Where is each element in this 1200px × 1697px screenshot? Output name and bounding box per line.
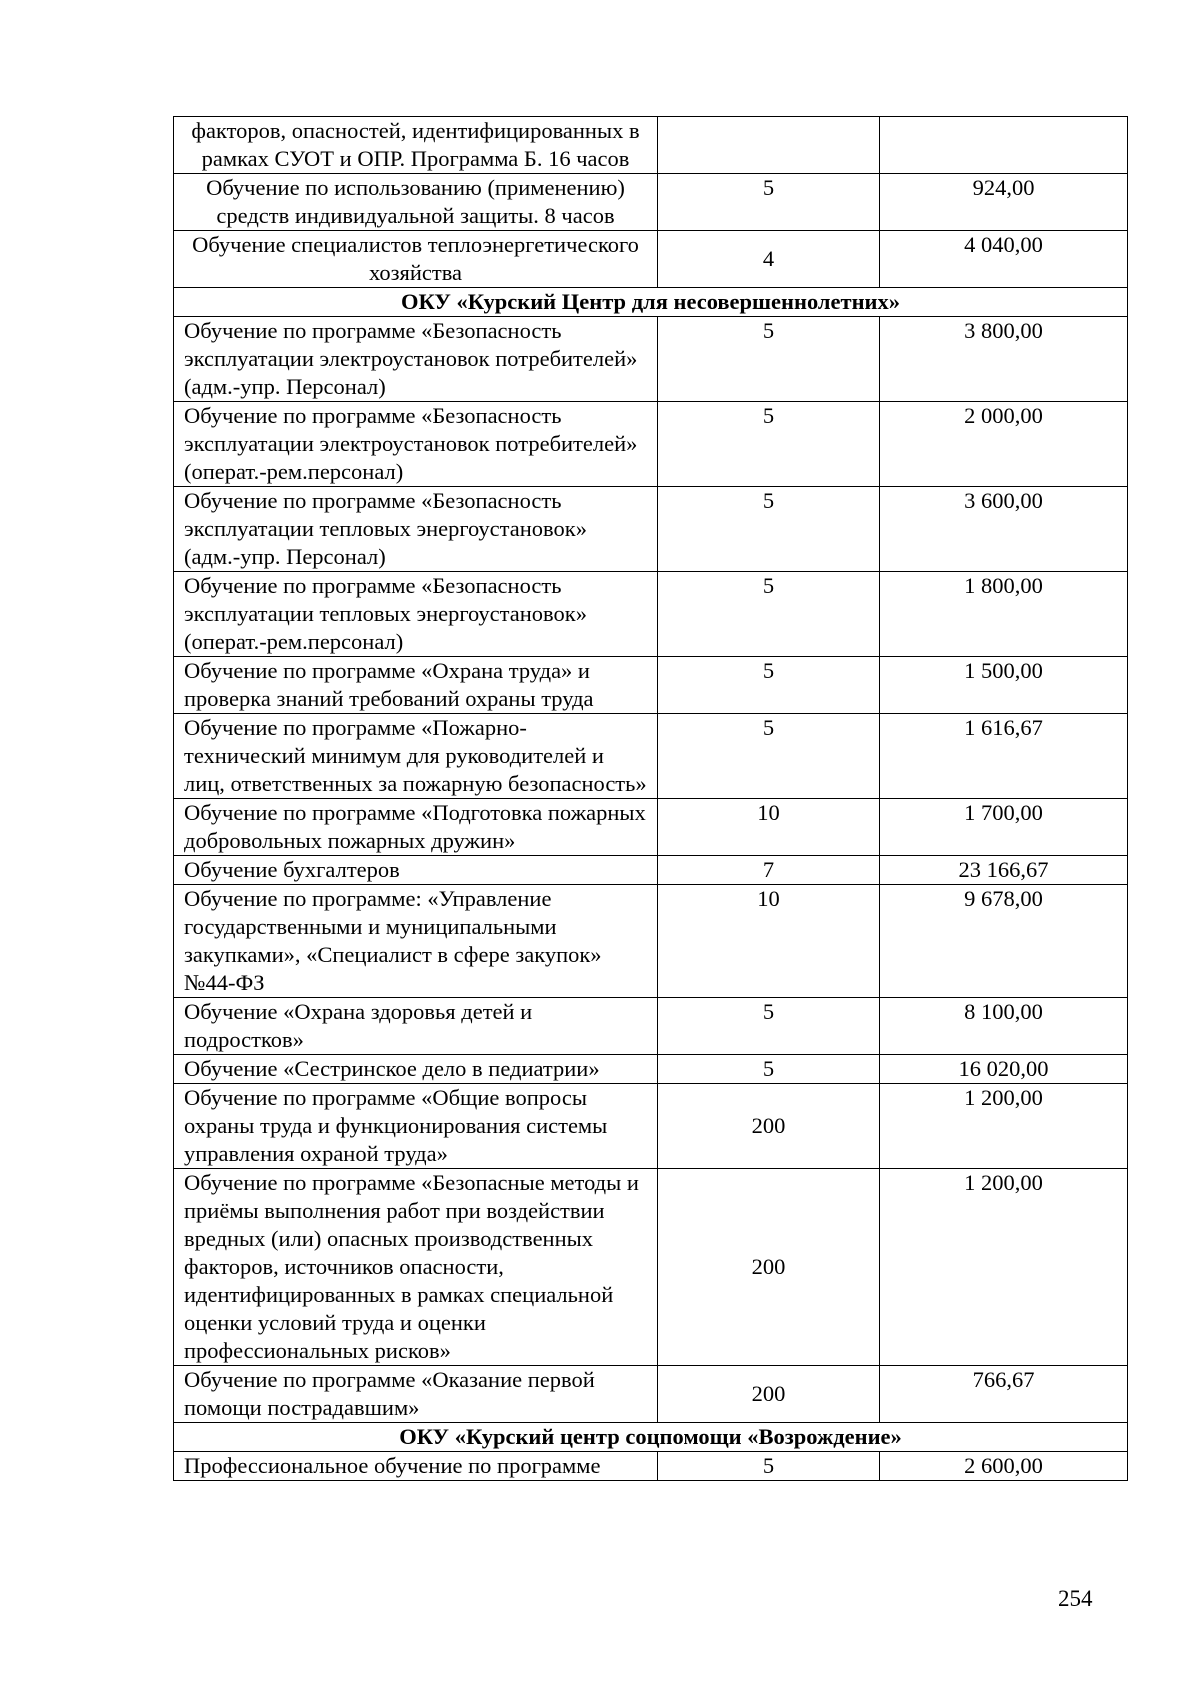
item-quantity: 200 bbox=[658, 1366, 880, 1423]
item-name: Обучение по программе «Подготовка пожарных добровольных пожарных дружин» bbox=[174, 799, 658, 856]
item-cost: 766,67 bbox=[880, 1366, 1128, 1423]
item-quantity: 5 bbox=[658, 317, 880, 402]
table-row bbox=[174, 487, 1128, 572]
item-quantity: 5 bbox=[658, 998, 880, 1055]
item-name: факторов, опасностей, идентифицированных в рамках СУОТ и ОПР. Программа Б. 16 часов bbox=[174, 117, 658, 174]
table-row bbox=[174, 231, 1128, 288]
item-cost: 4 040,00 bbox=[880, 231, 1128, 288]
item-quantity: 5 bbox=[658, 1452, 880, 1481]
item-name: Обучение по программе: «Управление государственными и муниципальными закупками», «Специалист в сфере закупок» №44-ФЗ bbox=[174, 885, 658, 998]
table-row bbox=[174, 1055, 1128, 1084]
table-row bbox=[174, 657, 1128, 714]
item-quantity bbox=[658, 117, 880, 174]
item-name: Обучение по программе «Охрана труда» и проверка знаний требований охраны труда bbox=[174, 657, 658, 714]
table-row bbox=[174, 174, 1128, 231]
item-name: Обучение специалистов теплоэнергетического хозяйства bbox=[174, 231, 658, 288]
item-quantity: 5 bbox=[658, 487, 880, 572]
item-cost: 2 000,00 bbox=[880, 402, 1128, 487]
item-cost: 924,00 bbox=[880, 174, 1128, 231]
item-quantity: 200 bbox=[658, 1084, 880, 1169]
item-name: Обучение по программе «Безопасные методы и приёмы выполнения работ при воздействии вредных (или) опасных производственных факторов, источников опасности, идентифицированных в рамках специальной оценки условий труда и оценки профессиональных рисков» bbox=[174, 1169, 658, 1366]
table-row bbox=[174, 1169, 1128, 1366]
item-name: Обучение по использованию (применению) средств индивидуальной защиты. 8 часов bbox=[174, 174, 658, 231]
table-row bbox=[174, 799, 1128, 856]
item-cost: 2 600,00 bbox=[880, 1452, 1128, 1481]
item-quantity: 7 bbox=[658, 856, 880, 885]
item-cost: 3 800,00 bbox=[880, 317, 1128, 402]
item-cost: 1 200,00 bbox=[880, 1084, 1128, 1169]
item-cost: 16 020,00 bbox=[880, 1055, 1128, 1084]
table-row bbox=[174, 1084, 1128, 1169]
item-cost: 23 166,67 bbox=[880, 856, 1128, 885]
table-row bbox=[174, 402, 1128, 487]
item-cost: 8 100,00 bbox=[880, 998, 1128, 1055]
item-name: Обучение «Охрана здоровья детей и подростков» bbox=[174, 998, 658, 1055]
item-name: Обучение «Сестринское дело в педиатрии» bbox=[174, 1055, 658, 1084]
item-cost: 1 800,00 bbox=[880, 572, 1128, 657]
item-quantity: 5 bbox=[658, 174, 880, 231]
item-quantity: 10 bbox=[658, 799, 880, 856]
page-number: 254 bbox=[1058, 1586, 1093, 1611]
table-row bbox=[174, 856, 1128, 885]
table-row bbox=[174, 572, 1128, 657]
item-name: Обучение по программе «Безопасность эксплуатации тепловых энергоустановок» (адм.-упр. Персонал) bbox=[174, 487, 658, 572]
section-header-row bbox=[174, 1423, 1128, 1452]
document-table bbox=[173, 116, 1128, 1481]
item-name: Профессиональное обучение по программе bbox=[174, 1452, 658, 1481]
item-quantity: 5 bbox=[658, 1055, 880, 1084]
section-header-row bbox=[174, 288, 1128, 317]
section-title: ОКУ «Курский центр соцпомощи «Возрождение» bbox=[174, 1423, 1128, 1452]
item-quantity: 200 bbox=[658, 1169, 880, 1366]
table-row bbox=[174, 998, 1128, 1055]
item-cost: 1 700,00 bbox=[880, 799, 1128, 856]
item-name: Обучение по программе «Оказание первой помощи пострадавшим» bbox=[174, 1366, 658, 1423]
item-cost bbox=[880, 117, 1128, 174]
item-quantity: 5 bbox=[658, 714, 880, 799]
item-name: Обучение по программе «Общие вопросы охраны труда и функционирования системы управления охраной труда» bbox=[174, 1084, 658, 1169]
table-row bbox=[174, 1366, 1128, 1423]
table-row bbox=[174, 117, 1128, 174]
item-quantity: 5 bbox=[658, 402, 880, 487]
table-row bbox=[174, 885, 1128, 998]
item-cost: 1 616,67 bbox=[880, 714, 1128, 799]
table-row bbox=[174, 714, 1128, 799]
table-row bbox=[174, 1452, 1128, 1481]
table-row bbox=[174, 317, 1128, 402]
item-quantity: 4 bbox=[658, 231, 880, 288]
section-title: ОКУ «Курский Центр для несовершеннолетних» bbox=[174, 288, 1128, 317]
item-quantity: 10 bbox=[658, 885, 880, 998]
item-quantity: 5 bbox=[658, 572, 880, 657]
item-name: Обучение по программе «Безопасность эксплуатации электроустановок потребителей» (операт.-рем.персонал) bbox=[174, 402, 658, 487]
item-cost: 1 200,00 bbox=[880, 1169, 1128, 1366]
item-name: Обучение бухгалтеров bbox=[174, 856, 658, 885]
item-name: Обучение по программе «Безопасность эксплуатации тепловых энергоустановок» (операт.-рем.персонал) bbox=[174, 572, 658, 657]
item-quantity: 5 bbox=[658, 657, 880, 714]
item-name: Обучение по программе «Пожарно-технический минимум для руководителей и лиц, ответственных за пожарную безопасность» bbox=[174, 714, 658, 799]
item-cost: 1 500,00 bbox=[880, 657, 1128, 714]
item-name: Обучение по программе «Безопасность эксплуатации электроустановок потребителей» (адм.-упр. Персонал) bbox=[174, 317, 658, 402]
item-cost: 3 600,00 bbox=[880, 487, 1128, 572]
item-cost: 9 678,00 bbox=[880, 885, 1128, 998]
